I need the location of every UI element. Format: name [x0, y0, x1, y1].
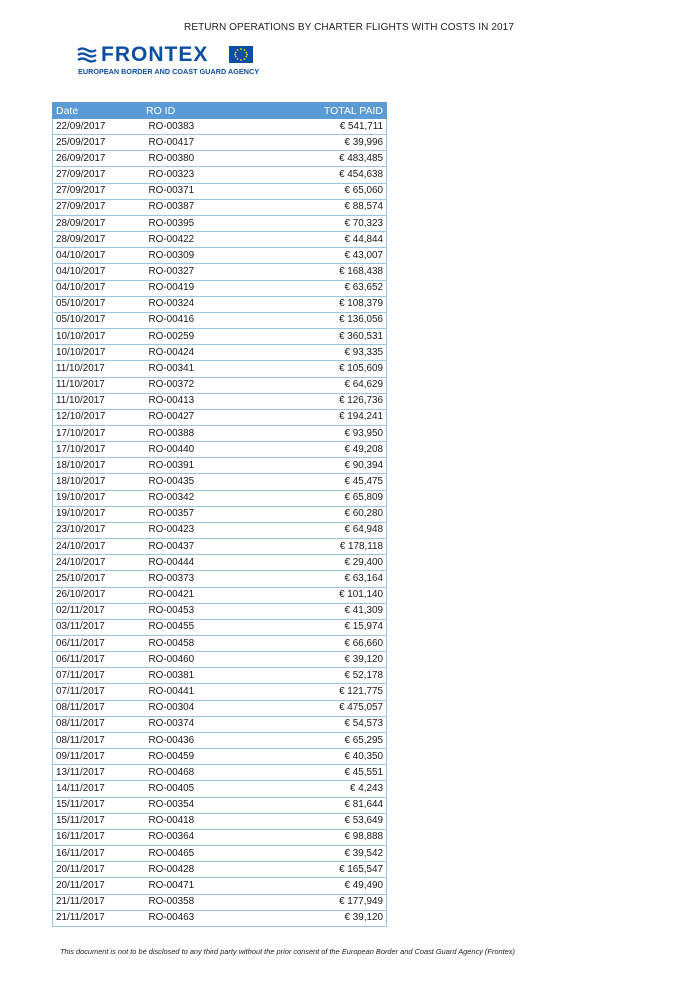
cell-total-paid: € 15,974 [289, 619, 387, 635]
table-row [53, 700, 387, 716]
cell-total-paid: € 39,120 [289, 652, 387, 668]
table-row [53, 458, 387, 474]
column-header-date: Date [53, 103, 143, 119]
cell-date: 27/09/2017 [53, 167, 143, 183]
table-row [53, 878, 387, 894]
cell-total-paid: € 63,652 [289, 280, 387, 296]
cell-date: 07/11/2017 [53, 684, 143, 700]
cell-ro-id: RO-00440 [143, 442, 289, 458]
table-row [53, 846, 387, 862]
cell-ro-id: RO-00395 [143, 215, 289, 231]
cell-ro-id: RO-00437 [143, 539, 289, 555]
cell-total-paid: € 66,660 [289, 636, 387, 652]
table-row [53, 684, 387, 700]
cell-ro-id: RO-00387 [143, 199, 289, 215]
cell-total-paid: € 165,547 [289, 862, 387, 878]
cell-total-paid: € 81,644 [289, 797, 387, 813]
cell-date: 04/10/2017 [53, 248, 143, 264]
cell-date: 18/10/2017 [53, 458, 143, 474]
cell-total-paid: € 49,490 [289, 878, 387, 894]
cell-total-paid: € 70,323 [289, 215, 387, 231]
cell-total-paid: € 65,295 [289, 732, 387, 748]
cell-date: 08/11/2017 [53, 716, 143, 732]
return-operations-table [52, 102, 387, 927]
cell-date: 09/11/2017 [53, 749, 143, 765]
cell-ro-id: RO-00465 [143, 846, 289, 862]
cell-ro-id: RO-00455 [143, 619, 289, 635]
cell-ro-id: RO-00364 [143, 829, 289, 845]
table-row [53, 264, 387, 280]
cell-total-paid: € 101,140 [289, 587, 387, 603]
cell-date: 14/11/2017 [53, 781, 143, 797]
cell-date: 10/10/2017 [53, 345, 143, 361]
table-row [53, 862, 387, 878]
cell-date: 04/10/2017 [53, 280, 143, 296]
cell-total-paid: € 65,809 [289, 490, 387, 506]
logo-wordmark: FRONTEX [101, 43, 209, 66]
cell-ro-id: RO-00421 [143, 587, 289, 603]
table-row [53, 506, 387, 522]
cell-total-paid: € 93,950 [289, 425, 387, 441]
table-row [53, 393, 387, 409]
cell-ro-id: RO-00468 [143, 765, 289, 781]
cell-date: 03/11/2017 [53, 619, 143, 635]
cell-total-paid: € 39,996 [289, 135, 387, 151]
cell-date: 24/10/2017 [53, 555, 143, 571]
cell-total-paid: € 194,241 [289, 409, 387, 425]
cell-total-paid: € 360,531 [289, 329, 387, 345]
cell-date: 24/10/2017 [53, 539, 143, 555]
cell-ro-id: RO-00323 [143, 167, 289, 183]
table-row [53, 232, 387, 248]
table-row [53, 603, 387, 619]
cell-ro-id: RO-00341 [143, 361, 289, 377]
table-row [53, 732, 387, 748]
cell-total-paid: € 60,280 [289, 506, 387, 522]
cell-date: 16/11/2017 [53, 829, 143, 845]
cell-date: 19/10/2017 [53, 490, 143, 506]
cell-ro-id: RO-00459 [143, 749, 289, 765]
cell-total-paid: € 45,551 [289, 765, 387, 781]
document-title: RETURN OPERATIONS BY CHARTER FLIGHTS WITH COSTS IN 2017 [184, 22, 514, 33]
cell-ro-id: RO-00371 [143, 183, 289, 199]
table-row [53, 813, 387, 829]
cell-total-paid: € 108,379 [289, 296, 387, 312]
cell-ro-id: RO-00458 [143, 636, 289, 652]
table-row [53, 425, 387, 441]
cell-ro-id: RO-00304 [143, 700, 289, 716]
cell-date: 06/11/2017 [53, 652, 143, 668]
cell-date: 08/11/2017 [53, 700, 143, 716]
column-header-ro-id: RO ID [143, 103, 289, 119]
cell-date: 11/10/2017 [53, 361, 143, 377]
cell-total-paid: € 4,243 [289, 781, 387, 797]
cell-ro-id: RO-00405 [143, 781, 289, 797]
table-row [53, 135, 387, 151]
cell-ro-id: RO-00391 [143, 458, 289, 474]
cell-total-paid: € 54,573 [289, 716, 387, 732]
cell-total-paid: € 64,948 [289, 522, 387, 538]
table-row [53, 215, 387, 231]
table-row [53, 522, 387, 538]
table-row [53, 361, 387, 377]
table-row [53, 910, 387, 926]
cell-date: 28/09/2017 [53, 232, 143, 248]
table-row [53, 312, 387, 328]
cell-total-paid: € 29,400 [289, 555, 387, 571]
table-row [53, 765, 387, 781]
cell-total-paid: € 454,638 [289, 167, 387, 183]
cell-ro-id: RO-00419 [143, 280, 289, 296]
table-row [53, 377, 387, 393]
cell-ro-id: RO-00471 [143, 878, 289, 894]
cell-ro-id: RO-00374 [143, 716, 289, 732]
cell-date: 10/10/2017 [53, 329, 143, 345]
cell-total-paid: € 177,949 [289, 894, 387, 910]
disclosure-note: This document is not to be disclosed to any third party without the prior consent of the European Border and Coast Guard Agency (Frontex) [60, 947, 515, 956]
cell-ro-id: RO-00427 [143, 409, 289, 425]
cell-date: 06/11/2017 [53, 636, 143, 652]
cell-ro-id: RO-00358 [143, 894, 289, 910]
cell-ro-id: RO-00417 [143, 135, 289, 151]
cell-total-paid: € 88,574 [289, 199, 387, 215]
table-row [53, 636, 387, 652]
cell-ro-id: RO-00422 [143, 232, 289, 248]
column-header-total-paid: TOTAL PAID [289, 103, 387, 119]
cell-total-paid: € 126,736 [289, 393, 387, 409]
cell-total-paid: € 178,118 [289, 539, 387, 555]
table-row [53, 442, 387, 458]
table-row [53, 151, 387, 167]
cell-total-paid: € 541,711 [289, 119, 387, 135]
cell-date: 02/11/2017 [53, 603, 143, 619]
cell-date: 18/10/2017 [53, 474, 143, 490]
cell-date: 20/11/2017 [53, 862, 143, 878]
cell-total-paid: € 49,208 [289, 442, 387, 458]
table-row [53, 894, 387, 910]
cell-total-paid: € 136,056 [289, 312, 387, 328]
cell-total-paid: € 168,438 [289, 264, 387, 280]
cell-ro-id: RO-00413 [143, 393, 289, 409]
table-row [53, 248, 387, 264]
table-row [53, 474, 387, 490]
cell-total-paid: € 53,649 [289, 813, 387, 829]
cell-ro-id: RO-00342 [143, 490, 289, 506]
cell-total-paid: € 63,164 [289, 571, 387, 587]
cell-date: 11/10/2017 [53, 377, 143, 393]
cell-date: 27/09/2017 [53, 183, 143, 199]
cell-ro-id: RO-00416 [143, 312, 289, 328]
cell-total-paid: € 90,394 [289, 458, 387, 474]
table-row [53, 345, 387, 361]
table-row [53, 329, 387, 345]
cell-date: 21/11/2017 [53, 910, 143, 926]
cell-total-paid: € 40,350 [289, 749, 387, 765]
cell-date: 23/10/2017 [53, 522, 143, 538]
cell-total-paid: € 98,888 [289, 829, 387, 845]
cell-ro-id: RO-00373 [143, 571, 289, 587]
cell-total-paid: € 41,309 [289, 603, 387, 619]
cell-ro-id: RO-00372 [143, 377, 289, 393]
cell-total-paid: € 105,609 [289, 361, 387, 377]
cell-date: 08/11/2017 [53, 732, 143, 748]
logo-subtitle: EUROPEAN BORDER AND COAST GUARD AGENCY [78, 67, 260, 76]
cell-total-paid: € 39,120 [289, 910, 387, 926]
table-row [53, 280, 387, 296]
cell-total-paid: € 64,629 [289, 377, 387, 393]
cell-date: 15/11/2017 [53, 797, 143, 813]
table-row [53, 587, 387, 603]
table-row [53, 749, 387, 765]
cell-total-paid: € 43,007 [289, 248, 387, 264]
cell-ro-id: RO-00441 [143, 684, 289, 700]
table-row [53, 652, 387, 668]
cell-ro-id: RO-00383 [143, 119, 289, 135]
table-row [53, 539, 387, 555]
table-row [53, 199, 387, 215]
cell-ro-id: RO-00354 [143, 797, 289, 813]
cell-date: 15/11/2017 [53, 813, 143, 829]
table-row [53, 829, 387, 845]
cell-total-paid: € 44,844 [289, 232, 387, 248]
cell-ro-id: RO-00428 [143, 862, 289, 878]
table-row [53, 781, 387, 797]
cell-date: 11/10/2017 [53, 393, 143, 409]
cell-date: 13/11/2017 [53, 765, 143, 781]
table-row [53, 668, 387, 684]
table-row [53, 409, 387, 425]
table-row [53, 167, 387, 183]
eu-flag-icon [229, 46, 253, 63]
cell-ro-id: RO-00380 [143, 151, 289, 167]
cell-date: 25/09/2017 [53, 135, 143, 151]
cell-total-paid: € 93,335 [289, 345, 387, 361]
cell-ro-id: RO-00327 [143, 264, 289, 280]
table-row [53, 797, 387, 813]
cell-total-paid: € 483,485 [289, 151, 387, 167]
cell-ro-id: RO-00357 [143, 506, 289, 522]
cell-total-paid: € 475,057 [289, 700, 387, 716]
cell-ro-id: RO-00444 [143, 555, 289, 571]
table-row [53, 716, 387, 732]
waves-icon [77, 47, 97, 63]
table-row [53, 183, 387, 199]
cell-ro-id: RO-00309 [143, 248, 289, 264]
table-body [53, 119, 387, 927]
table-row [53, 119, 387, 135]
cell-date: 21/11/2017 [53, 894, 143, 910]
table-row [53, 296, 387, 312]
cell-ro-id: RO-00460 [143, 652, 289, 668]
cell-date: 05/10/2017 [53, 312, 143, 328]
cell-ro-id: RO-00463 [143, 910, 289, 926]
cell-date: 26/10/2017 [53, 587, 143, 603]
cell-total-paid: € 45,475 [289, 474, 387, 490]
cell-date: 27/09/2017 [53, 199, 143, 215]
cell-ro-id: RO-00324 [143, 296, 289, 312]
cell-total-paid: € 121,775 [289, 684, 387, 700]
cell-date: 17/10/2017 [53, 442, 143, 458]
cell-ro-id: RO-00388 [143, 425, 289, 441]
cell-date: 28/09/2017 [53, 215, 143, 231]
cell-ro-id: RO-00435 [143, 474, 289, 490]
cell-ro-id: RO-00381 [143, 668, 289, 684]
table-row [53, 619, 387, 635]
cell-date: 19/10/2017 [53, 506, 143, 522]
cell-total-paid: € 52,178 [289, 668, 387, 684]
cell-date: 16/11/2017 [53, 846, 143, 862]
cell-total-paid: € 65,060 [289, 183, 387, 199]
cell-date: 07/11/2017 [53, 668, 143, 684]
cell-ro-id: RO-00418 [143, 813, 289, 829]
cell-date: 12/10/2017 [53, 409, 143, 425]
table-row [53, 571, 387, 587]
cell-date: 05/10/2017 [53, 296, 143, 312]
cell-date: 20/11/2017 [53, 878, 143, 894]
table-header-row [53, 103, 387, 119]
cell-date: 25/10/2017 [53, 571, 143, 587]
cell-ro-id: RO-00453 [143, 603, 289, 619]
cell-date: 04/10/2017 [53, 264, 143, 280]
cell-ro-id: RO-00424 [143, 345, 289, 361]
cell-ro-id: RO-00423 [143, 522, 289, 538]
table-row [53, 490, 387, 506]
frontex-logo [77, 44, 277, 78]
page-header [0, 22, 700, 36]
cell-date: 26/09/2017 [53, 151, 143, 167]
cell-date: 22/09/2017 [53, 119, 143, 135]
cell-total-paid: € 39,542 [289, 846, 387, 862]
cell-ro-id: RO-00436 [143, 732, 289, 748]
table-row [53, 555, 387, 571]
cell-ro-id: RO-00259 [143, 329, 289, 345]
cell-date: 17/10/2017 [53, 425, 143, 441]
